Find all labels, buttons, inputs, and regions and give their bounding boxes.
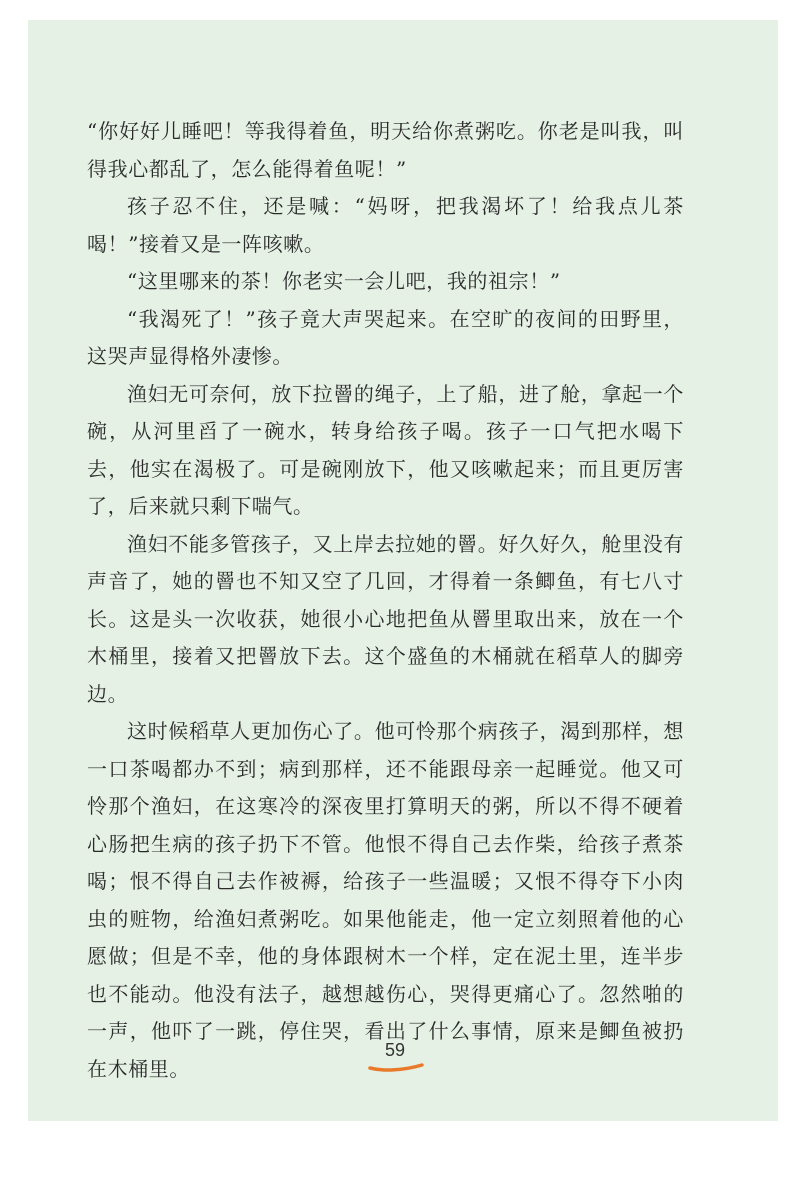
paragraph-2: 孩子忍不住，还是喊：“妈呀，把我渴坏了！给我点儿茶喝！”接着又是一阵咳嗽。 xyxy=(87,194,684,256)
page-number: 59 xyxy=(384,1040,406,1060)
paragraph-3: “这里哪来的茶！你老实一会儿吧，我的祖宗！” xyxy=(127,269,561,293)
paragraph-1: “你好好儿睡吧！等我得着鱼，明天给你煮粥吃。你老是叫我，叫得我心都乱了，怎么能得着鱼呢！” xyxy=(87,119,684,181)
paragraph-4: “我渴死了！”孩子竟大声哭起来。在空旷的夜间的田野里，这哭声显得格外凄惨。 xyxy=(87,306,684,368)
paragraph-7: 这时候稻草人更加伤心了。他可怜那个病孩子，渴到那样，想一口茶喝都办不到；病到那样，还不能跟母亲一起睡觉。他又可怜那个渔妇，在这寒冷的深夜里打算明天的粥，所以不得不硬着心肠把生病的孩子扔下不管。他恨不得自己去作柴，给孩子煮茶喝；恨不得自己去作被褥，给孩子一些温暖；又恨不得夺下小肉虫的赃物，给渔妇煮粥吃。如果他能走，他一定立刻照着他的心愿做；但是不幸，他的身体跟树木一个样，定在泥土里，连半步也不能动。他没有法子，越想越伤心，哭得更痛心了。忽然啪的一声，他吓了一跳，停住哭，看出了什么事情，原来是鲫鱼被扔在木桶里。 xyxy=(87,719,684,1081)
body-text xyxy=(87,113,684,1088)
page-number-underline xyxy=(368,1062,424,1072)
paragraph-5: 渔妇无可奈何，放下拉罾的绳子，上了船，进了舱，拿起一个碗，从河里舀了一碗水，转身给孩子喝。孩子一口气把水喝下去，他实在渴极了。可是碗刚放下，他又咳嗽起来；而且更厉害了，后来就只剩下喘气。 xyxy=(87,381,684,518)
paragraph-6: 渔妇不能多管孩子，又上岸去拉她的罾。好久好久，舱里没有声音了，她的罾也不知又空了几回，才得着一条鲫鱼，有七八寸长。这是头一次收获，她很小心地把鱼从罾里取出来，放在一个木桶里，接着又把罾放下去。这个盛鱼的木桶就在稻草人的脚旁边。 xyxy=(87,531,684,706)
